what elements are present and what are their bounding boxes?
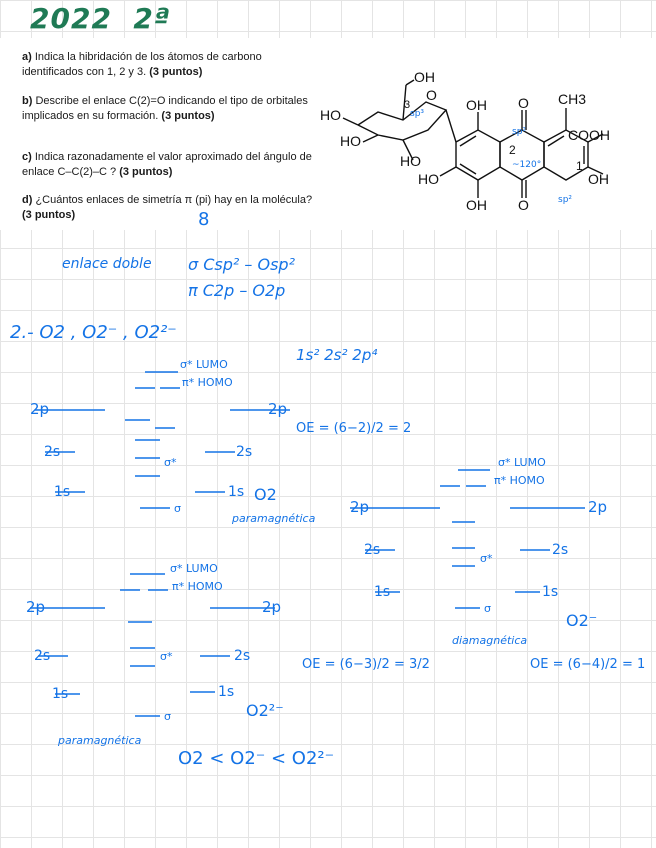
ao-label: 2s — [364, 542, 381, 558]
mo-label: σ — [174, 502, 181, 515]
species-label: O2 — [254, 485, 277, 504]
ao-label: 2p — [350, 498, 370, 516]
carbon-number: 2 — [509, 143, 516, 157]
ao-label: 1s — [52, 686, 69, 702]
ao-label: 2s — [234, 648, 251, 664]
mo-label: σ* — [160, 650, 173, 663]
atom-label: OH — [588, 171, 609, 187]
question-points: (3 puntos) — [149, 66, 203, 78]
question-text: ¿Cuántos enlaces de simetría π (pi) hay en la molécula? — [35, 194, 313, 206]
question-text: Describe el enlace C(2)=O indicando el tipo de orbitales implicados en su formación. — [22, 95, 308, 122]
mo-label: π* HOMO — [494, 474, 545, 487]
mo-label: σ — [484, 602, 491, 615]
carbon-number: 3 — [404, 99, 411, 111]
question-text: Indica razonadamente el valor aproximado del ángulo de enlace C–C(2)–C ? — [22, 151, 312, 178]
species-label: O2²⁻ — [246, 701, 284, 720]
atom-label: O — [426, 87, 437, 103]
atom-label: COOH — [568, 127, 610, 143]
annotation: sp² — [558, 195, 573, 205]
ao-label: 1s — [374, 584, 391, 600]
mo-label: σ* — [480, 552, 493, 565]
bond-order: OE = (6−3)/2 = 3/2 — [302, 657, 430, 672]
question-label: b) — [22, 95, 33, 107]
carbon-number: 1 — [576, 159, 583, 173]
mo-label: π* HOMO — [182, 376, 233, 389]
ao-label: 1s — [228, 484, 245, 500]
mo-label: σ — [164, 710, 171, 723]
electron-config: 1s² 2s² 2p⁴ — [296, 346, 378, 364]
mo-label: σ* LUMO — [180, 358, 228, 371]
atom-label: OH — [466, 197, 487, 210]
ao-label: 2p — [268, 400, 288, 418]
ao-label: 2p — [26, 598, 46, 616]
mo-label: π* HOMO — [172, 580, 223, 593]
annotation: sp³ — [410, 109, 425, 119]
atom-label: HO — [340, 133, 361, 149]
enlace-label: enlace doble — [62, 256, 152, 272]
species-label: O2⁻ — [566, 611, 598, 630]
ao-label: 1s — [54, 484, 71, 500]
mo-label: σ* LUMO — [170, 562, 218, 575]
question-label: a) — [22, 51, 32, 63]
question-points: (3 puntos) — [161, 110, 215, 122]
ao-label: 2p — [262, 598, 282, 616]
sigma-bond: σ Csp² – Osp² — [188, 255, 295, 274]
atom-label: CH3 — [558, 91, 587, 107]
question-points: (3 puntos) — [119, 166, 173, 178]
magnetism-label: diamagnética — [452, 634, 528, 647]
question-label: c) — [22, 151, 32, 163]
annotation: sp² — [512, 127, 527, 137]
question-label: d) — [22, 194, 33, 206]
atom-label: HO — [320, 107, 341, 123]
magnetism-label: paramagnética — [232, 512, 316, 525]
mo-label: σ* — [164, 456, 177, 469]
bond-order-comparison: O2 < O2⁻ < O2²⁻ — [178, 748, 335, 769]
atom-label: OH — [414, 69, 435, 85]
atom-label: OH — [466, 97, 487, 113]
atom-label: O — [518, 197, 529, 210]
bond-order: OE = (6−2)/2 = 2 — [296, 421, 412, 436]
ao-label: 2s — [44, 444, 61, 460]
ao-label: 2p — [588, 498, 608, 516]
ao-label: 2s — [34, 648, 51, 664]
question-text: Indica la hibridación de los átomos de carbono identificados con 1, 2 y 3. — [22, 51, 262, 78]
answer-d: 8 — [198, 209, 210, 230]
atom-label: HO — [418, 171, 439, 187]
mo-label: σ* LUMO — [498, 456, 546, 469]
page-title: 2022 2ª — [30, 2, 171, 35]
ao-label: 1s — [542, 584, 559, 600]
atom-label: HO — [400, 153, 421, 169]
ao-label: 2s — [236, 444, 253, 460]
problem-2-heading: 2.- O2 , O2⁻ , O2²⁻ — [10, 322, 177, 343]
ao-label: 2s — [552, 542, 569, 558]
atom-label: O — [518, 95, 529, 111]
bond-order: OE = (6−4)/2 = 1 — [530, 657, 646, 672]
pi-bond: π C2p – O2p — [188, 281, 286, 300]
question-points: (3 puntos) — [22, 209, 76, 221]
magnetism-label: paramagnética — [58, 734, 142, 747]
ao-label: 2p — [30, 400, 50, 418]
ao-label: 1s — [218, 684, 235, 700]
annotation: ~120° — [512, 160, 542, 170]
